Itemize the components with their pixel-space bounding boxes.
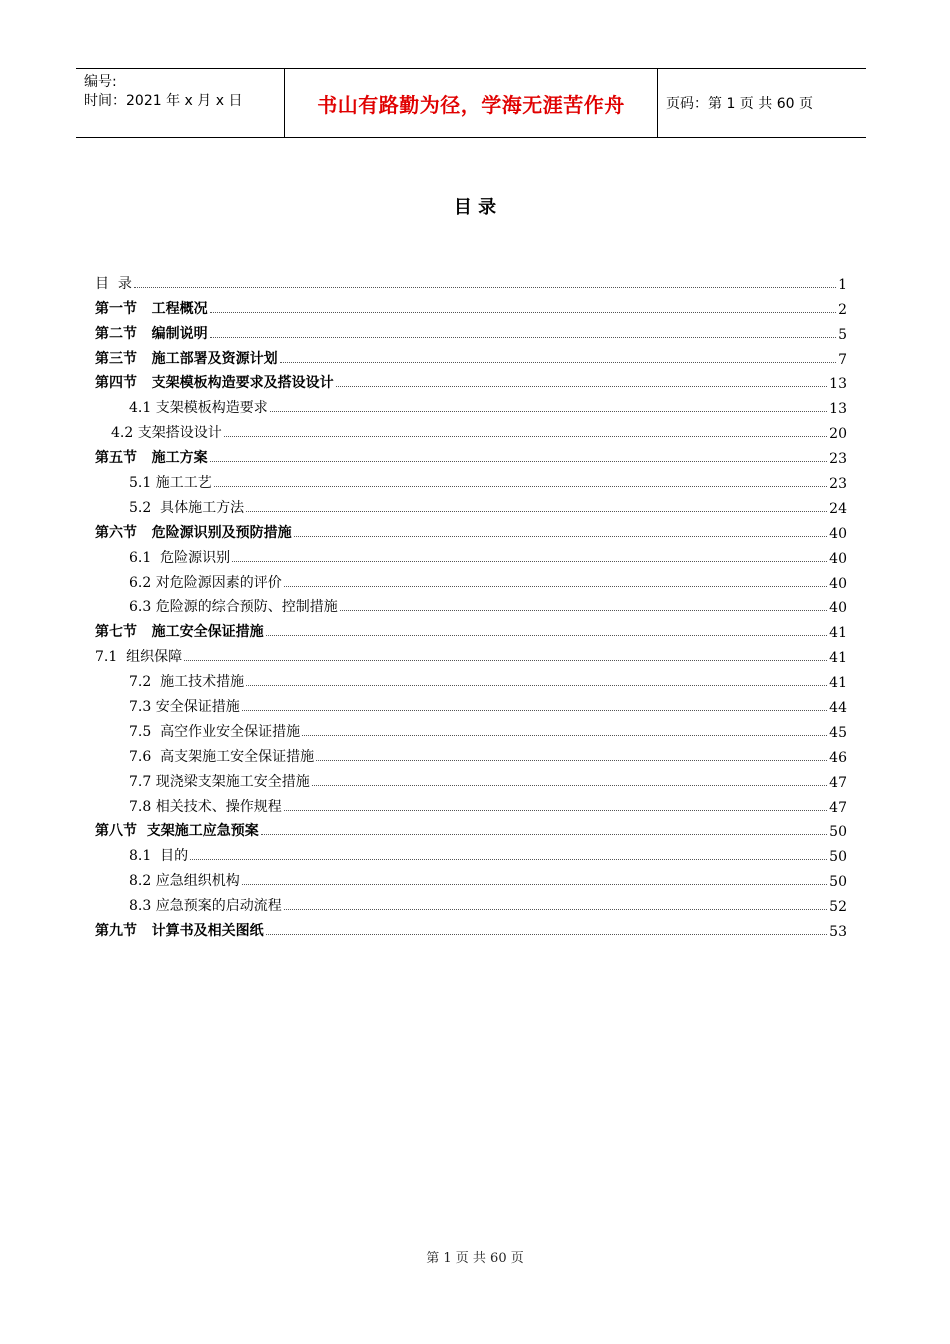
toc-dot-leader: [242, 884, 827, 885]
toc-entry-page: 45: [829, 724, 847, 741]
toc-entry-label: 7.8 相关技术、操作规程: [129, 798, 282, 815]
toc-entry-label: 7.5 高空作业安全保证措施: [129, 723, 301, 740]
toc-entry-page: 40: [829, 575, 847, 592]
toc-dot-leader: [284, 586, 827, 587]
toc-entry[interactable]: [95, 492, 847, 517]
toc-dot-leader: [210, 312, 836, 313]
toc-entry-page: 50: [829, 824, 847, 841]
toc-entry[interactable]: [95, 392, 847, 417]
toc-dot-leader: [210, 337, 836, 338]
toc-entry[interactable]: [95, 890, 847, 915]
toc-entry[interactable]: [95, 791, 847, 816]
toc-entry-label: 第八节 支架施工应急预案: [95, 823, 259, 840]
toc-dot-leader: [210, 461, 828, 462]
toc-dot-leader: [224, 436, 827, 437]
toc-entry-page: 50: [829, 874, 847, 891]
toc-dot-leader: [266, 635, 828, 636]
toc-dot-leader: [134, 287, 836, 288]
toc-entry-label: 第一节 工程概况: [95, 300, 208, 317]
toc-entry-label: 第七节 施工安全保证措施: [95, 624, 264, 641]
toc-entry-page: 2: [838, 301, 847, 318]
toc-entry-page: 40: [829, 550, 847, 567]
toc-entry[interactable]: [95, 542, 847, 567]
toc-entry-label: 5.1 施工工艺: [129, 475, 212, 492]
toc-entry-label: 第四节 支架模板构造要求及搭设设计: [95, 375, 334, 392]
toc-dot-leader: [312, 785, 827, 786]
toc-entry[interactable]: [95, 318, 847, 343]
toc-dot-leader: [190, 859, 827, 860]
toc-entry-label: 5.2 具体施工方法: [129, 499, 245, 516]
toc-entry-page: 13: [829, 376, 847, 393]
toc-entry-label: 第三节 施工部署及资源计划: [95, 350, 278, 367]
toc-dot-leader: [294, 536, 828, 537]
toc-entry-label: 7.2 施工技术措施: [129, 674, 245, 691]
toc-entry[interactable]: [95, 741, 847, 766]
toc-entry-label: 7.6 高支架施工安全保证措施: [129, 748, 315, 765]
toc-entry[interactable]: [95, 641, 847, 666]
time-label: 时间：2021 年 x 月 x 日: [84, 93, 243, 109]
toc-entry-page: 23: [829, 476, 847, 493]
toc-entry-label: 6.3 危险源的综合预防、控制措施: [129, 599, 338, 616]
toc-dot-leader: [270, 411, 827, 412]
toc-dot-leader: [316, 760, 827, 761]
toc-entry-label: 7.1 组织保障: [95, 649, 183, 666]
toc-entry-page: 40: [829, 600, 847, 617]
toc-dot-leader: [232, 561, 827, 562]
toc-entry-page: 24: [829, 500, 847, 517]
page-header: [76, 68, 866, 138]
toc-dot-leader: [214, 486, 827, 487]
toc-entry[interactable]: [95, 417, 847, 442]
toc-entry-page: 5: [838, 326, 847, 343]
toc-entry-page: 53: [829, 924, 847, 941]
toc-entry[interactable]: [95, 592, 847, 617]
document-title: 目 录: [453, 197, 497, 218]
toc-entry-page: 40: [829, 525, 847, 542]
toc-entry[interactable]: [95, 517, 847, 542]
toc-entry[interactable]: [95, 442, 847, 467]
number-label: 编号:: [84, 74, 117, 90]
toc-dot-leader: [340, 610, 827, 611]
toc-entry-page: 41: [829, 650, 847, 667]
toc-dot-leader: [266, 934, 828, 935]
toc-entry-label: 第二节 编制说明: [95, 325, 208, 342]
toc-dot-leader: [284, 909, 827, 910]
toc-entry-label: 4.1 支架模板构造要求: [129, 400, 268, 417]
toc-entry-page: 41: [829, 675, 847, 692]
toc-entry[interactable]: [95, 766, 847, 791]
toc-entry-page: 1: [838, 276, 847, 293]
toc-entry[interactable]: [95, 343, 847, 368]
toc-entry-label: 7.7 现浇梁支架施工安全措施: [129, 773, 310, 790]
toc-entry-page: 7: [838, 351, 847, 368]
header-page-label: 页码：第 1 页 共 60 页: [666, 96, 813, 112]
toc-entry-label: 8.3 应急预案的启动流程: [129, 898, 282, 915]
toc-entry-page: 41: [829, 625, 847, 642]
toc-entry[interactable]: [95, 816, 847, 841]
toc-entry-label: 4.2 支架搭设设计: [111, 425, 222, 442]
toc-entry[interactable]: [95, 840, 847, 865]
toc-entry[interactable]: [95, 915, 847, 940]
toc-entry[interactable]: [95, 368, 847, 393]
toc-entry-label: 7.3 安全保证措施: [129, 699, 240, 716]
toc-entry[interactable]: [95, 293, 847, 318]
toc-entry-page: 13: [829, 401, 847, 418]
toc-entry-label: 第五节 施工方案: [95, 450, 208, 467]
toc-entry-page: 50: [829, 849, 847, 866]
toc-entry[interactable]: [95, 616, 847, 641]
toc-entry-label: 6.2 对危险源因素的评价: [129, 574, 282, 591]
toc-entry-label: 目 录: [95, 275, 132, 292]
toc-dot-leader: [284, 810, 827, 811]
toc-dot-leader: [246, 685, 827, 686]
toc-dot-leader: [242, 710, 827, 711]
toc-entry[interactable]: [95, 666, 847, 691]
table-of-contents: [95, 268, 847, 940]
toc-entry[interactable]: [95, 268, 847, 293]
toc-entry-label: 第六节 危险源识别及预防措施: [95, 524, 292, 541]
toc-dot-leader: [280, 362, 836, 363]
toc-entry[interactable]: [95, 467, 847, 492]
toc-dot-leader: [302, 735, 827, 736]
toc-dot-leader: [184, 660, 827, 661]
toc-entry-page: 44: [829, 700, 847, 717]
toc-entry[interactable]: [95, 716, 847, 741]
toc-entry-label: 8.1 目的: [129, 848, 189, 865]
header-meta: [76, 69, 285, 137]
toc-entry-page: 46: [829, 749, 847, 766]
toc-entry-label: 第九节 计算书及相关图纸: [95, 923, 264, 940]
toc-entry[interactable]: [95, 691, 847, 716]
toc-entry-page: 52: [829, 899, 847, 916]
toc-dot-leader: [336, 386, 828, 387]
toc-entry-page: 47: [829, 774, 847, 791]
toc-entry-page: 47: [829, 799, 847, 816]
toc-dot-leader: [246, 511, 827, 512]
page-footer: 第 1 页 共 60 页: [426, 1251, 524, 1266]
toc-entry-label: 8.2 应急组织机构: [129, 873, 240, 890]
toc-entry-page: 23: [829, 451, 847, 468]
toc-entry-label: 6.1 危险源识别: [129, 549, 231, 566]
toc-entry[interactable]: [95, 567, 847, 592]
toc-dot-leader: [261, 834, 827, 835]
toc-entry[interactable]: [95, 865, 847, 890]
header-motto: 书山有路勤为径，学海无涯苦作舟: [285, 69, 658, 137]
toc-entry-page: 20: [829, 426, 847, 443]
